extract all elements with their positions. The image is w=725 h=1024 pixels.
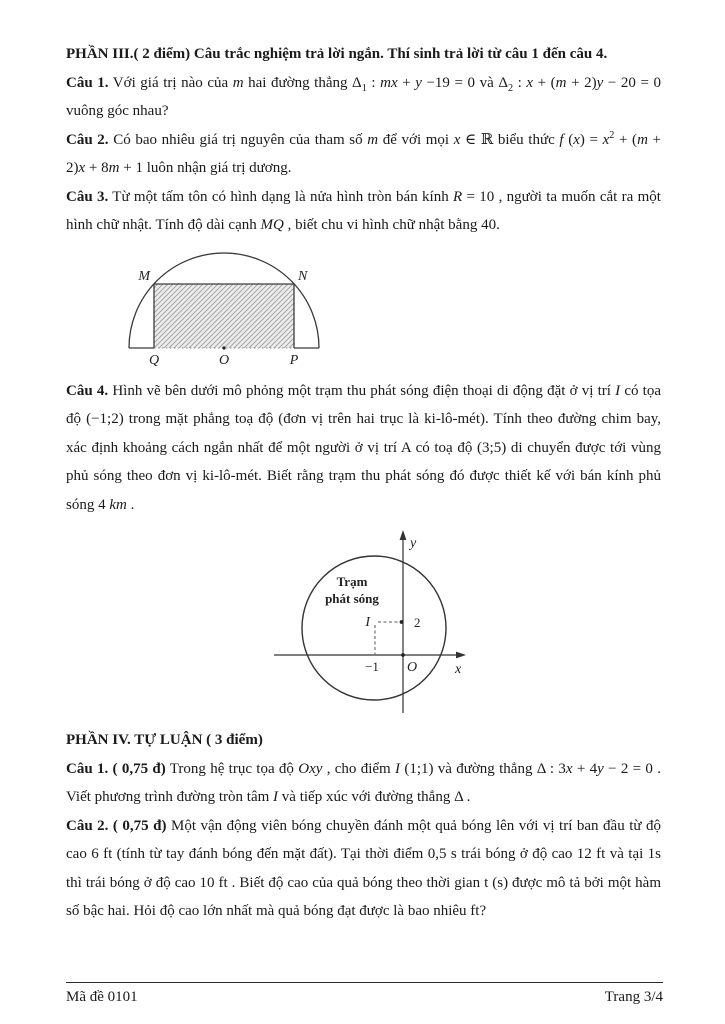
part3-question-2: Câu 2. Có bao nhiêu giá trị nguyên của tham số m để với mọi x ∈ ℝ biểu thức f $(x) = x^2 + (m + 2)x + 8m + 1$ luôn nhận giá trị dương. <box>66 129 661 176</box>
label-origin-O: O <box>407 660 418 675</box>
part4-heading: PHẦN IV. TỰ LUẬN ( 3 điểm) <box>66 732 263 748</box>
x-axis-arrow <box>456 652 466 659</box>
semicircle-svg <box>124 248 326 368</box>
label-I: I <box>365 615 370 630</box>
semicircle-figure <box>124 248 661 373</box>
part4-question-2: Câu 2. ( 0,75 đ) Một vận động viên bóng chuyền đánh một quả bóng lên với vị trí ban đầu từ độ cao 6 ft (tính từ tay đánh bóng đến mặt đất). Tại thời điểm 0,5 s trái bóng ở độ cao 12 ft và tại 1s thì trái bóng ở độ cao 10 ft . Biết độ cao của quả bóng theo thời gian t (s) được mô tả bởi một hàm số bậc hai. Hỏi độ cao lớn nhất mà quả bóng đạt được là bao nhiêu ft? <box>66 817 661 919</box>
point-0-2-dot <box>400 620 404 624</box>
coverage-figure <box>266 525 661 720</box>
page-footer <box>66 982 663 1006</box>
station-label-line2: phát sóng <box>325 591 379 606</box>
part3-question-3: Câu 3. Từ một tấm tôn có hình dạng là nửa hình tròn bán kính R = 10 , người ta muốn cắt ra một hình chữ nhật. Tính độ dài cạnh MQ , biết chu vi hình chữ nhật bằng 40. <box>66 188 661 233</box>
label-y-axis: y <box>410 536 417 551</box>
part3-heading: PHẦN III.( 2 điểm) Câu trắc nghiệm trả lời ngắn. Thí sinh trả lời từ câu 1 đến câu 4. <box>66 46 608 62</box>
label-M: M <box>138 268 150 284</box>
part3-question-1: Câu 1. Với giá trị nào của m hai đường thẳng $\Delta_1$ : mx + y −19 = 0 và $\Delta_2$ : x + (m + 2)y − 20 = 0 vuông góc nhau? <box>66 74 661 119</box>
label-2: 2 <box>414 615 421 630</box>
coverage-circle <box>302 556 446 700</box>
label-N: N <box>298 268 308 284</box>
part4-question-1: Câu 1. ( 0,75 đ) Trong hệ trục tọa độ Oxy , cho điểm I (1;1) và đường thẳng Δ : 3x + 4y − 2 = 0 . Viết phương trình đường tròn tâm I và tiếp xúc với đường thẳng Δ . <box>66 760 661 805</box>
label-O: O <box>218 352 230 368</box>
label-P: P <box>289 352 299 368</box>
part3-question-4: Câu 4. Hình vẽ bên dưới mô phỏng một trạm thu phát sóng điện thoại di động đặt ở vị trí I có tọa độ (−1;2) trong mặt phẳng toạ độ (đơn vị trên hai trục là ki-lô-mét). Tính theo đường chim bay, xác định khoảng cách ngắn nhất để một người ở vị trí A có toạ độ (3;5) di chuyển được tới vùng phủ sóng theo đơn vị ki-lô-mét. Biết rằng trạm thu phát sóng đó được thiết kế với bán kính phủ sóng 4 km . <box>66 382 661 513</box>
y-axis-arrow <box>400 530 407 540</box>
origin-dot <box>401 653 405 657</box>
station-label-line1: Trạm <box>336 574 368 589</box>
center-O-dot <box>222 346 225 349</box>
coverage-svg <box>266 525 470 715</box>
label-minus1: −1 <box>365 659 379 674</box>
label-x-axis: x <box>455 662 462 677</box>
rectangle-MNPQ <box>154 284 294 348</box>
exam-code: Mã đề 0101 <box>66 989 138 1005</box>
page-number: Trang 3/4 <box>604 989 663 1005</box>
label-Q: Q <box>148 352 160 368</box>
